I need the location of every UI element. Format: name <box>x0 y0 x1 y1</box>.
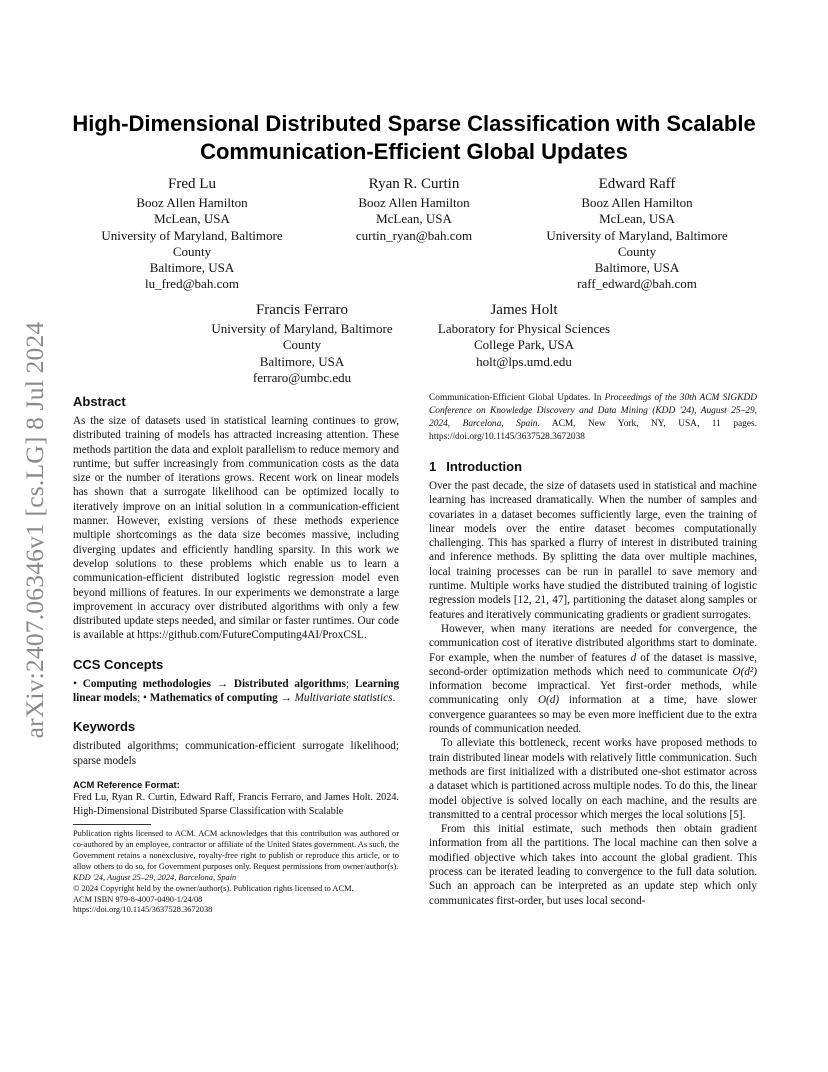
author-email: ferraro@umbc.edu <box>252 369 352 385</box>
math-expr: O(d) <box>537 694 560 707</box>
footnote-doi: https://doi.org/10.1145/3637528.3672038 <box>73 905 213 915</box>
acm-ref-heading: ACM Reference Format: <box>73 778 180 790</box>
ccs-heading: CCS Concepts <box>73 656 164 672</box>
keywords-heading: Keywords <box>73 719 136 735</box>
acm-ref-part: ACM, New York, NY, USA, 11 pages. https://doi.org/10.1145/3637528.3672038 <box>429 419 758 442</box>
ccs-bullet: ; • <box>137 692 150 705</box>
ccs-concept: Distributed algorithms <box>233 677 346 690</box>
author-location: Baltimore, USA <box>259 353 345 369</box>
footnote-rights: Publication rights licensed to ACM. ACM acknowledges that this contribution was authored or co-authored by an employee, contractor or affiliate of the United States government. As such, the Government retains a nonexclusive, royalty-free right to publish or reproduce this article, or to allow others to do so, for Government purposes only. Request permissions from owner/author(s). <box>73 829 399 871</box>
intro-paragraph-2 <box>429 622 757 736</box>
keywords-text: distributed algorithms; communication-efficient surrogate likelihood; sparse models <box>73 740 399 767</box>
ccs-separator: ; <box>345 677 355 690</box>
author-affiliation: University of Maryland, Baltimore <box>101 227 283 243</box>
author-name: Ryan R. Curtin <box>368 176 460 192</box>
author-location: Baltimore, USA <box>149 260 235 276</box>
footnote-copyright: © 2024 Copyright held by the owner/author(s). Publication rights licensed to ACM. <box>73 883 354 893</box>
ccs-concept: Multivariate statistics <box>294 692 393 705</box>
ccs-concept: Computing methodologies <box>82 677 212 690</box>
ccs-end: . <box>392 692 396 705</box>
author-affiliation: County <box>617 243 657 259</box>
acm-ref-part: Communication-Efficient Global Updates. In <box>429 393 605 403</box>
author-affiliation: University of Maryland, Baltimore <box>211 321 393 336</box>
author-location: Baltimore, USA <box>594 260 680 276</box>
acm-ref-continued <box>429 392 757 444</box>
author-name: James Holt <box>490 302 558 318</box>
author-affiliation: Laboratory for Physical Sciences <box>437 321 611 336</box>
ccs-concepts <box>73 677 399 706</box>
acm-ref-text: Fred Lu, Ryan R. Curtin, Edward Raff, Francis Ferraro, and James Holt. 2024. High-Dimensional Distributed Sparse Classification with Scalable <box>73 791 399 817</box>
intro-paragraph-4: From this initial estimate, such methods then obtain gradient information from all the partitions. The local machine can then solve a modified objective which takes into account the global gradient. This process can be iterated leading to convergence to the full data solution. Such an approach can be interpreted as an update step which only communicates first-order, but uses local second- <box>429 823 757 907</box>
author-location: McLean, USA <box>599 211 675 227</box>
ccs-arrow: → <box>277 692 295 705</box>
footnote-conference: KDD '24, August 25–29, 2024, Barcelona, Spain <box>73 872 237 882</box>
ccs-concept: Learning linear models <box>73 677 400 705</box>
intro-heading <box>429 458 757 475</box>
footnote-rule <box>73 824 151 825</box>
section-title: Introduction <box>446 459 523 474</box>
title-line-1: High-Dimensional Distributed Sparse Classification with Scalable <box>72 111 756 136</box>
author-email: curtin_ryan@bah.com <box>355 227 473 243</box>
author-affiliation: County <box>282 337 322 353</box>
author-block-3 <box>537 175 737 293</box>
abstract-text: As the size of datasets used in statistical learning continues to grow, distributed training of models has attracted increasing attention. These methods partition the data and exploit parallelism to reduce memory and runtime, but suffer increasingly from communication costs as the data size or the number of iterations grows. Recent work on linear models has shown that a surrogate likelihood can be optimized locally to iteratively improve on an initial solution in a communication-efficient manner. However, existing versions of these methods experience multiple shortcomings as the data size becomes massive, including diverging updates and efficiently handling sparsity. In this work we develop solutions to these problems which enable us to learn a communication-efficient distributed logistic regression model even beyond millions of features. In our experiments we demonstrate a large improvement in accuracy over distributed algorithms with only a few distributed update steps needed, and similar or faster runtimes. Our code is available at https://github.com/FutureComputing4AI/ProxCSL. <box>73 415 399 642</box>
acm-ref-proceedings: Proceedings of the 30th ACM SIGKDD Conference on Knowledge Discovery and Data Mining (KDD '24), August 25–29, 2024, Barcelona, Spain. <box>429 393 757 429</box>
author-email: holt@lps.umd.edu <box>476 353 572 369</box>
author-affiliation: Booz Allen Hamilton <box>581 195 693 210</box>
author-location: McLean, USA <box>154 211 230 227</box>
title-line-2: Communication-Efficient Global Updates <box>200 139 628 164</box>
author-email: raff_edward@bah.com <box>577 276 697 292</box>
author-affiliation: Booz Allen Hamilton <box>358 195 470 210</box>
author-name: Francis Ferraro <box>255 302 349 318</box>
author-location: College Park, USA <box>473 337 575 353</box>
author-block-2 <box>314 175 514 244</box>
author-affiliation: County <box>172 243 212 259</box>
author-name: Fred Lu <box>168 176 216 192</box>
author-block-5 <box>424 301 624 370</box>
author-name: Edward Raff <box>598 176 676 192</box>
arxiv-id: arXiv:2407.06346v1 [cs.LG] 8 Jul 2024 <box>20 321 49 739</box>
author-block-4 <box>202 301 402 386</box>
abstract-heading: Abstract <box>73 394 126 409</box>
text-run: information at a time, have slower convergence guarantees so may be even more inefficient due to the extra rounds of communication needed. <box>429 694 758 736</box>
author-location: McLean, USA <box>376 211 452 227</box>
intro-paragraph-3: To alleviate this bottleneck, recent works have proposed methods to train distributed linear models with relatively little communication. Such methods are first initialized with a distributed one-shot estimator across a dataset which is partitioned across multiple nodes. To do this, the linear model objective is solved locally on each machine, and the results are transmitted to a central processor which merges the local solutions [5]. <box>429 737 757 821</box>
section-number: 1 <box>429 459 437 474</box>
ccs-bullet: • <box>73 677 83 690</box>
author-affiliation: University of Maryland, Baltimore <box>546 227 728 243</box>
math-expr: O(d²) <box>732 665 757 678</box>
author-block-1 <box>92 175 292 293</box>
text-run: of the dataset is massive, second-order optimization methods which need to communicate <box>429 651 757 678</box>
right-column <box>429 392 757 908</box>
text-run: However, when many iterations are needed for convergence, the communication cost of iterative distributed algorithms start to dominate. For example, when the number of features <box>429 622 757 664</box>
left-column <box>73 393 399 916</box>
footnote-isbn: ACM ISBN 979-8-4007-0490-1/24/08 <box>73 894 203 904</box>
author-email: lu_fred@bah.com <box>145 276 239 292</box>
intro-paragraph-1: Over the past decade, the size of datasets used in statistical and machine learning has increased dramatically. When the number of samples and covariates in a dataset becomes sufficiently large, even the training of linear models over the entire dataset becomes computationally challenging. This has sparked a flurry of interest in distributed training and inference methods. By splitting the data over multiple machines, local training processes can be run in parallel to save memory and runtime. Multiple works have studied the distributed training of logistic regression models [12, 21, 47], partitioning the dataset along samples or features and iteratively communicating gradients or gradient surrogates. <box>429 480 757 621</box>
ccs-arrow: → <box>211 677 234 690</box>
text-run: information become impractical. Yet first-order methods, while communicating only <box>429 680 757 707</box>
ccs-concept: Mathematics of computing <box>149 692 278 705</box>
arxiv-stamp <box>20 300 50 760</box>
math-var: d <box>630 651 637 664</box>
author-affiliation: Booz Allen Hamilton <box>136 195 248 210</box>
paper-title <box>60 110 768 166</box>
